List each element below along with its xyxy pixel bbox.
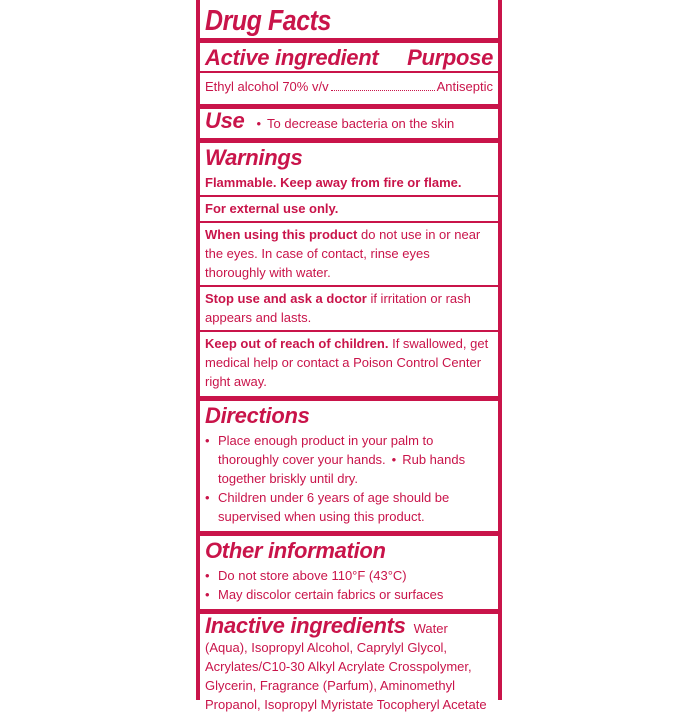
stop-use-text: if irritation or rash appears and lasts. xyxy=(205,291,471,325)
bullet: • xyxy=(205,568,210,583)
list-item xyxy=(205,566,493,585)
inactive-ingredients-text: Water (Aqua), Isopropyl Alcohol, Caprylyl Glycol, Acrylates/C10-30 Alkyl Acrylate Crosspolymer, Glycerin, Fragrance (Parfum), Aminomethyl Propanol, Isopropyl Myristate Tocopheryl Acetate xyxy=(205,621,487,712)
active-ingredient-header xyxy=(205,45,493,71)
warning-flammable: Flammable. Keep away from fire or flame. xyxy=(205,175,462,190)
drug-facts-panel xyxy=(196,0,502,712)
children-text: If swallowed, get medical help or contact a Poison Control Center right away. xyxy=(205,336,489,389)
warnings-heading: Warnings xyxy=(205,145,303,170)
bullet: • xyxy=(205,433,210,448)
warning-external-use: For external use only. xyxy=(205,201,339,216)
inactive-ingredients-heading: Inactive ingredients xyxy=(205,613,406,638)
directions-item-1b: Rub hands together briskly until dry. xyxy=(218,452,466,486)
use-heading: Use xyxy=(205,108,245,133)
when-using-text: do not use in or near the eyes. In case of contact, rinse eyes thoroughly with water. xyxy=(205,227,481,280)
directions-list xyxy=(205,429,493,529)
other-information-list xyxy=(205,564,493,607)
bullet: • xyxy=(205,490,210,505)
list-item xyxy=(205,488,493,526)
active-ingredient-row xyxy=(205,73,493,102)
stop-use-label: Stop use and ask a doctor xyxy=(205,291,367,306)
use-section xyxy=(205,109,493,136)
other-information-heading: Other information xyxy=(205,538,386,563)
bullet: • xyxy=(391,452,397,467)
inactive-ingredients-section xyxy=(205,614,493,714)
list-item xyxy=(205,585,493,604)
bullet: • xyxy=(205,587,210,602)
active-ingredient-name: Ethyl alcohol 70% v/v xyxy=(205,79,329,94)
directions-item-2: Children under 6 years of age should be supervised when using this product. xyxy=(218,490,450,524)
leader-dots xyxy=(331,90,435,91)
divider xyxy=(200,38,498,43)
directions-item-1: Place enough product in your palm to thoroughly cover your hands. xyxy=(218,433,434,467)
active-ingredient-purpose: Antiseptic xyxy=(436,79,493,94)
bullet: • xyxy=(256,116,262,131)
warning-stop-use xyxy=(205,287,493,330)
active-ingredient-heading: Active ingredient xyxy=(205,45,379,70)
warning-when-using xyxy=(205,223,493,285)
drug-facts-title: Drug Facts xyxy=(205,5,331,37)
use-text: To decrease bacteria on the skin xyxy=(267,116,455,131)
list-item xyxy=(205,431,493,488)
when-using-label: When using this product xyxy=(205,227,358,242)
purpose-heading: Purpose xyxy=(407,45,493,70)
other-item-2: May discolor certain fabrics or surfaces xyxy=(218,587,444,602)
children-label: Keep out of reach of children. xyxy=(205,336,389,351)
warning-children xyxy=(205,332,493,394)
directions-heading: Directions xyxy=(205,403,310,428)
other-item-1: Do not store above 110°F (43°C) xyxy=(218,568,407,583)
